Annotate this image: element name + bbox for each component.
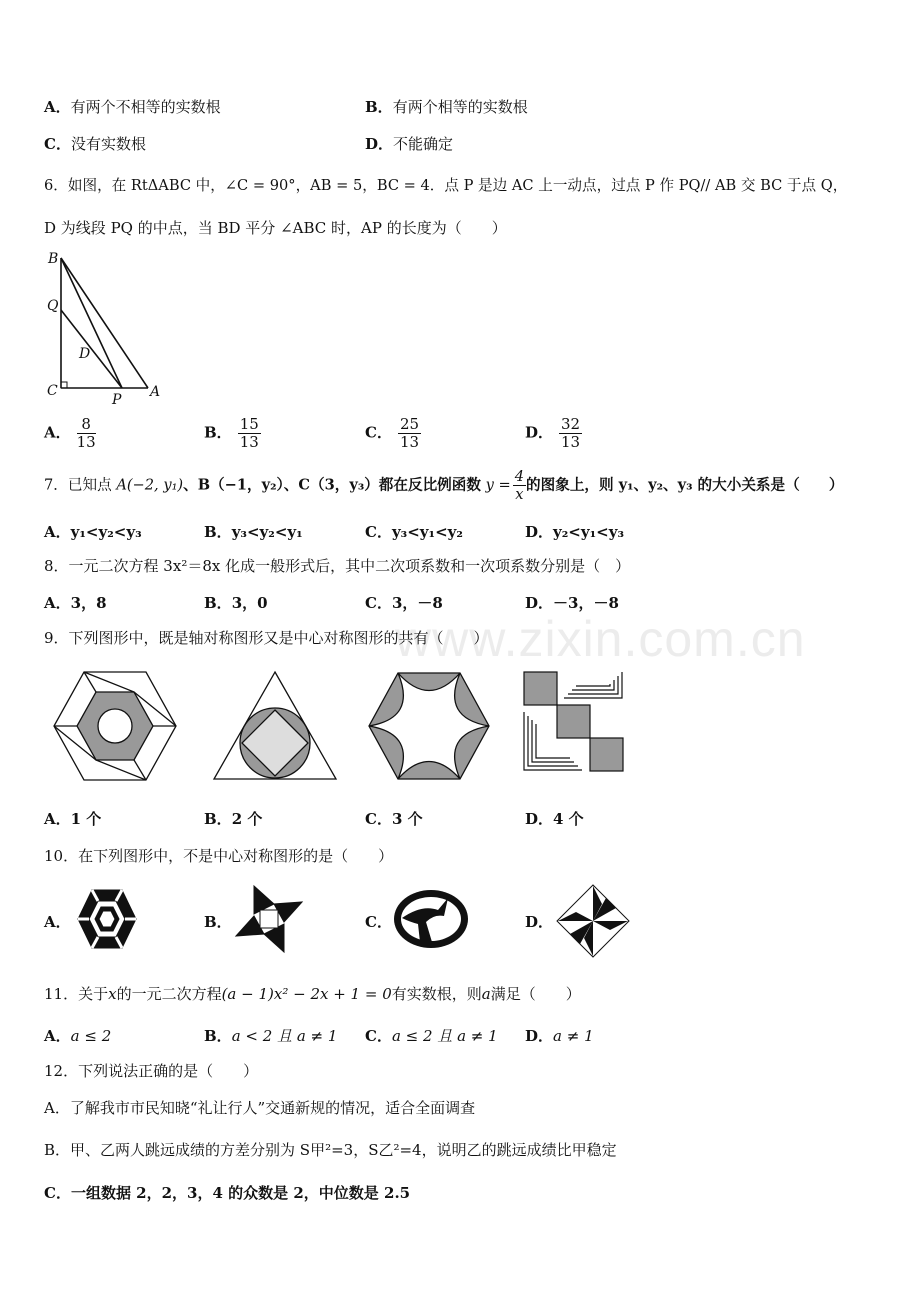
q7-mid: 、B（−1，y₂）、C（3，y₃）都在反比例函数 xyxy=(183,476,481,494)
q7-func-lhs: y = xyxy=(485,476,511,494)
q5-option-c xyxy=(44,133,146,154)
q8-option-a: A．3，8 xyxy=(44,594,107,612)
q8-option-c: C．3，－8 xyxy=(365,594,443,612)
option-letter: C． xyxy=(44,135,71,153)
q7-point-a: A(−2, y₁) xyxy=(116,476,184,494)
q10-figure-d-diamond-pinwheel xyxy=(556,884,630,958)
q11-var-x: x xyxy=(108,985,117,1003)
q10-figure-a-hexagon-swirl xyxy=(76,887,138,951)
option-letter: D． xyxy=(365,135,394,153)
option-letter: D． xyxy=(525,423,554,442)
q11-option-d: D．a ≠ 1 xyxy=(525,1027,594,1045)
q10-option-b-letter: B． xyxy=(204,913,232,931)
fraction: $\frac{25}{13}$ xyxy=(399,415,420,451)
q5-option-a xyxy=(44,96,221,117)
fraction: $\frac{15}{13}$ xyxy=(239,415,259,451)
q7-stem xyxy=(44,468,844,503)
label-p: P xyxy=(112,392,122,408)
q7-option-d: D．y₂<y₁<y₃ xyxy=(525,523,625,541)
q10-option-c-letter: C． xyxy=(365,913,392,931)
q9-figure-triangle-circle xyxy=(212,670,338,782)
q9-option-a: A．1 个 xyxy=(44,810,102,828)
q11-equation: (a − 1)x² − 2x + 1 = 0 xyxy=(221,985,392,1003)
q7-post: 的图象上，则 y₁、y₂、y₃ 的大小关系是（ ） xyxy=(526,476,844,494)
label-c: C xyxy=(47,383,58,399)
q8-option-b: B．3，0 xyxy=(204,594,268,612)
q5-option-d xyxy=(365,133,453,154)
q12-option-a: A．了解我市市民知晓“礼让行人”交通新规的情况，适合全面调查 xyxy=(44,1099,476,1117)
label-q: Q xyxy=(47,298,59,314)
fraction: $\frac{8}{13}$ xyxy=(76,415,96,451)
option-text: 有两个不相等的实数根 xyxy=(70,98,221,116)
q6-triangle-figure xyxy=(40,248,170,408)
q10-figure-c-oval-emblem xyxy=(392,888,470,950)
option-text: 没有实数根 xyxy=(70,135,146,153)
option-letter: C． xyxy=(365,423,392,442)
label-a: A xyxy=(150,384,161,400)
q9-figure-hexagon-pinwheel xyxy=(52,670,178,782)
q12-stem: 12．下列说法正确的是（ ） xyxy=(44,1062,259,1080)
q6-option-a xyxy=(44,416,96,451)
q9-figure-hexagon-arcs xyxy=(366,670,492,782)
q9-option-b: B．2 个 xyxy=(204,810,263,828)
q7-func-fraction: $\frac{4}{x}$ xyxy=(514,468,525,503)
q7-option-c: C．y₃<y₁<y₂ xyxy=(365,523,463,541)
q6-option-d xyxy=(525,416,582,451)
q11-option-b: B．a < 2 且 a ≠ 1 xyxy=(204,1027,338,1045)
q11-var-a: a xyxy=(481,985,491,1003)
q5-option-b xyxy=(365,96,528,117)
option-letter: B． xyxy=(365,98,393,116)
q6-option-b xyxy=(204,416,261,451)
q6-stem-line1: 6．如图，在 RtΔABC 中，∠C = 90°，AB = 5，BC = 4．点 P 是边 AC 上一动点，过点 P 作 PQ// AB 交 BC 于点 Q， xyxy=(44,177,848,194)
q11-stem: 11．关于x的一元二次方程(a − 1)x² − 2x + 1 = 0有实数根，则a满足（ ） xyxy=(44,985,581,1003)
q9-option-c: C．3 个 xyxy=(365,810,423,828)
option-letter: A． xyxy=(44,423,71,442)
q9-stem: 9．下列图形中，既是轴对称图形又是中心对称图形的共有（ ） xyxy=(44,629,489,647)
q6-option-c xyxy=(365,416,421,451)
option-letter: B． xyxy=(204,423,232,442)
q8-option-d: D．－3，－8 xyxy=(525,594,619,612)
q10-option-d-letter: D． xyxy=(525,913,554,931)
q6-stem-line2: D 为线段 PQ 的中点，当 BD 平分 ∠ABC 时，AP 的长度为（ ） xyxy=(44,219,507,237)
q10-stem: 10．在下列图形中，不是中心对称图形的是（ ） xyxy=(44,847,394,865)
label-b: B xyxy=(48,251,59,267)
q7-option-a: A．y₁<y₂<y₃ xyxy=(44,523,142,541)
q9-figure-squares-brackets xyxy=(522,670,628,774)
option-text: 有两个相等的实数根 xyxy=(392,98,528,116)
watermark: www.zixin.com.cn xyxy=(395,611,806,667)
q8-stem: 8．一元二次方程 3x²＝8x 化成一般形式后，其中二次项系数和一次项系数分别是（ ） xyxy=(44,557,631,575)
q9-option-d: D．4 个 xyxy=(525,810,584,828)
option-text: 不能确定 xyxy=(393,135,454,153)
q11-option-a: A．a ≤ 2 xyxy=(44,1027,112,1045)
q12-option-c: C．一组数据 2，2，3，4 的众数是 2，中位数是 2.5 xyxy=(44,1184,411,1202)
q12-option-b: B．甲、乙两人跳远成绩的方差分别为 S甲²=3，S乙²=4，说明乙的跳远成绩比甲稳定 xyxy=(44,1141,617,1159)
q7-option-b: B．y₃<y₂<y₁ xyxy=(204,523,303,541)
q10-option-a-letter: A． xyxy=(44,913,71,931)
label-d: D xyxy=(79,346,91,362)
fraction: $\frac{32}{13}$ xyxy=(561,415,581,451)
q11-option-c: C．a ≤ 2 且 a ≠ 1 xyxy=(365,1027,498,1045)
q10-figure-b-pinwheel-squares xyxy=(234,884,304,954)
q7-pre: 7．已知点 xyxy=(44,476,112,494)
option-letter: A． xyxy=(44,98,71,116)
